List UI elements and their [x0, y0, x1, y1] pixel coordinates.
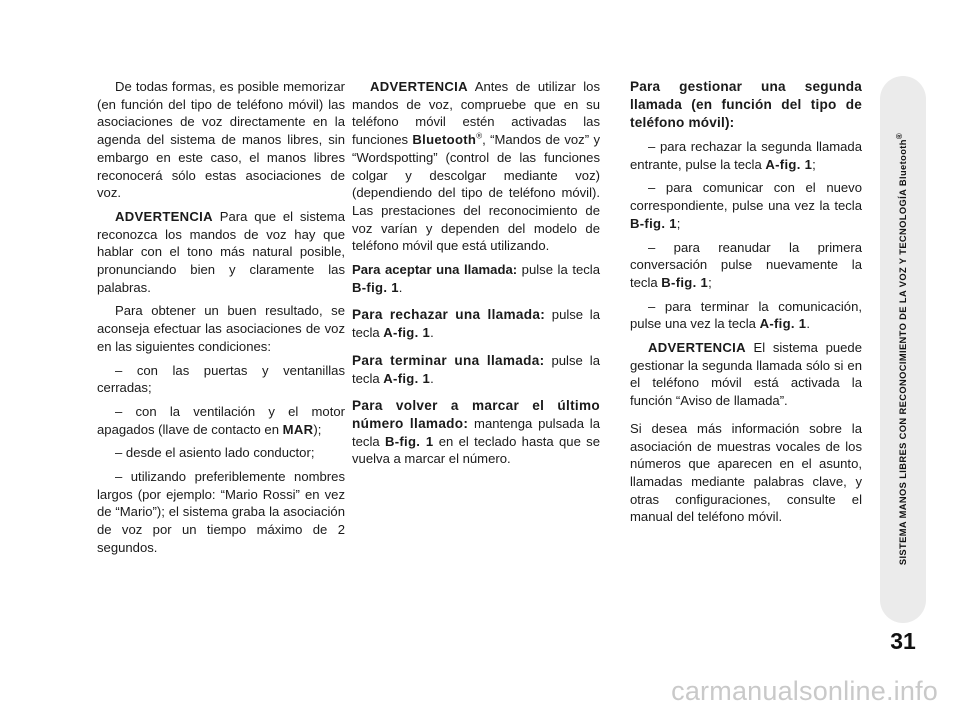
warning-label: ADVERTENCIA: [370, 79, 468, 94]
registered-mark: ®: [476, 131, 483, 141]
item-reject-second-call: – para rechazar la segunda llamada entrante, pulse la tecla A-fig. 1;: [630, 139, 862, 172]
key-reference: B-fig. 1: [352, 279, 399, 295]
registered-mark: ®: [894, 132, 904, 140]
column-right: [630, 78, 862, 532]
reject-call-label: Para rechazar una llamada:: [352, 307, 546, 323]
paragraph-more-info: Si desea más información sobre la asociación de muestras vocales de los números que aparecen en el asunto, llamadas mediante palabras clave, y otras configuraciones, consulte el manual del teléfono móvil.: [630, 420, 862, 525]
chapter-title-vertical: SISTEMA MANOS LIBRES CON RECONOCIMIENTO DE LA VOZ Y TECNOLOGÍA Bluetooth®: [894, 132, 908, 566]
item-switch-correspondent: – para comunicar con el nuevo correspondiente, pulse una vez la tecla B-fig. 1;: [630, 180, 862, 231]
key-reference: A-fig. 1: [759, 316, 807, 332]
condition-doors: – con las puertas y ventanillas cerradas;: [97, 362, 345, 396]
page-number: 31: [890, 628, 916, 654]
warning-label: ADVERTENCIA: [648, 340, 746, 356]
accept-call-label: Para aceptar una llamada:: [352, 262, 518, 278]
paragraph-conditions-intro: Para obtener un buen resultado, se aconseja efectuar las asociaciones de voz en las siguientes condiciones:: [97, 303, 345, 354]
paragraph-warning-speech: ADVERTENCIA Para que el sistema reconozca los mandos de voz hay que hablar con el tono más natural posible, pronunciando bien y claramente las palabras.: [97, 208, 345, 295]
ignition-key-label: MAR: [282, 421, 314, 437]
key-reference: B-fig. 1: [661, 274, 709, 290]
condition-long-names: – utilizando preferiblemente nombres largos (por ejemplo: “Mario Rossi” en vez de “Mario”); el sistema graba la asociación de voz por un tiempo máximo de 2 segundos.: [97, 469, 345, 555]
key-reference: B-fig. 1: [384, 433, 434, 449]
key-reference: A-fig. 1: [383, 325, 431, 341]
bluetooth-label: Bluetooth: [412, 132, 477, 148]
column-left: [97, 78, 345, 563]
key-reference: B-fig. 1: [630, 215, 677, 231]
end-call-label: Para terminar una llamada:: [352, 352, 545, 368]
paragraph-reject-call: Para rechazar una llamada: pulse la tecla A-fig. 1.: [352, 307, 600, 341]
paragraph-warning-call-waiting: ADVERTENCIA El sistema puede gestionar la segunda llamada sólo si en el teléfono móvil está activada la función “Aviso de llamada”.: [630, 340, 862, 409]
key-reference: A-fig. 1: [383, 370, 431, 386]
paragraph-end-call: Para terminar una llamada: pulse la tecla A-fig. 1.: [352, 352, 600, 386]
column-middle: [352, 78, 600, 474]
paragraph-redial: Para volver a marcar el último número llamado: mantenga pulsada la tecla B-fig. 1 en el teclado hasta que se vuelva a marcar el número.: [352, 398, 601, 467]
condition-driver-seat: – desde el asiento lado conductor;: [115, 445, 315, 461]
paragraph-warning-bluetooth: ADVERTENCIA Antes de utilizar los mandos de voz, compruebe que en su teléfono móvil estén activadas las funciones Bluetooth®, “Mandos de voz” y “Wordspotting” (control de las funciones colgar y descolgar mediante voz) (dependiendo del tipo de teléfono móvil). Las prestaciones del reconocimiento de voz varían y dependen del modelo de teléfono móvil que está utilizando.: [352, 79, 600, 254]
item-resume-first-call: – para reanudar la primera conversación pulse nuevamente la tecla B-fig. 1;: [630, 239, 862, 290]
warning-label: ADVERTENCIA: [115, 208, 213, 224]
redial-label: Para volver a marcar el último número llamado:: [352, 398, 600, 431]
section-heading-second-call: Para gestionar una segunda llamada (en función del tipo de teléfono móvil):: [630, 79, 862, 130]
paragraph-memorize: De todas formas, es posible memorizar (en función del tipo de teléfono móvil) las asociaciones de voz directamente en la agenda del sistema de manos libres, sin embargo en este caso, el manos libres reconocerá sólo estas asociaciones de voz.: [97, 79, 345, 201]
paragraph-accept-call: Para aceptar una llamada: pulse la tecla B-fig. 1.: [352, 262, 600, 295]
item-end-communication: – para terminar la comunicación, pulse una vez la tecla A-fig. 1.: [630, 298, 862, 332]
watermark: carmanualsonline.info: [671, 676, 938, 706]
key-reference: A-fig. 1: [765, 156, 813, 172]
condition-ventilation: – con la ventilación y el motor apagados (llave de contacto en MAR);: [97, 403, 345, 437]
